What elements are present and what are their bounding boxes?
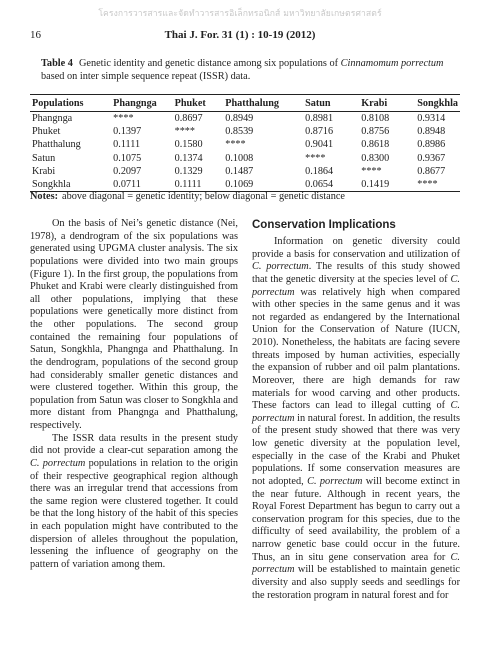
table-cell: 0.8108 [361,113,390,125]
body-text: will become extinct in the near future. Although in recent years, the Royal Forest Department has begun to carry out a conservation program for this species, due to the difficulty of seed availability, the problem of a narrow genetic base could occur in the future. Thus, an in situ gene conservation area for [252,475,460,563]
right-column [252,218,460,602]
species-name: C. porrectum [252,273,460,298]
table-cell: 0.1075 [113,152,142,164]
table-cell: 0.8716 [305,126,334,138]
table-cell: **** [174,126,195,138]
species-name: C. porrectum [30,457,86,469]
body-paragraph: On the basis of Nei’s genetic distance (Nei, 1978), a dendrogram of the six populations was generated using UPGMA cluster analysis. The six populations were divided into two main groups (Figure 1). In the first group, the populations from Phuket and Krabi were clearly distinguished from all other populations, implying that these populations were genetically more distinct from the other populations. The second group contained the remaining four populations of Satun, Songkhla, Phangnga and Phatthalung. In the dendrogram, populations of the second group had considerably smaller genetic distances and were clustered together. Within this group, the population from Satun was closer to Songkhla and more distant from Phangnga and Phatthalung, respectively. [30,218,238,431]
body-text: The ISSR data results in the present study did not provide a clear-cut separation among the [30,432,238,457]
column-header: Phatthalung [221,95,293,112]
body-text: was relatively high when compared with other species in the same genus and it was not regarded as endangered by the International Union for the Conservation of Nature (IUCN, 2010). Nonetheless, the habitats are facing severe threats imposed by human activities, especially the expansion of rubber and oil palm plantations. Moreover, there are high demands for raw materials for wood carving and other products. These factors can lead to illegal cutting of [252,286,460,412]
table-cell: **** [113,113,134,125]
column-header: Satun [293,95,349,112]
table-cell: 0.1008 [225,152,254,164]
table-cell: 0.0711 [103,178,166,192]
table-row [30,165,460,178]
watermark: โครงการวารสารและจัดทำวารสารอิเล็กทรอนิกส์ มหาวิทยาลัยเกษตรศาสตร์ [98,9,382,19]
table-cell: 0.0654 [293,178,349,192]
column-header: Phangnga [103,95,166,112]
row-label: Krabi [32,165,56,177]
table-cell: 0.1397 [113,126,142,138]
table-cell: 0.8948 [417,126,446,138]
table-row [30,138,460,151]
body-text: Information on genetic diversity could provide a basis for conservation and utilization of [252,236,460,260]
table-notes [30,191,345,202]
table-cell: **** [361,165,382,177]
table-cell: 0.8618 [361,139,390,151]
column-header: Krabi [349,95,403,112]
table-cell: **** [305,152,326,164]
body-text: populations in relation to the origin of their respective geographical region although there was an irregular trend that accessions from the same region were clustered together. It could be that the long history of the habit of this species in each population might have contributed to the dispersion of alleles throughout the population, lessening the influence of geography on the pattern of variation among them. [30,457,239,570]
body-text: . The results of this study showed that the genetic diversity at the species level of [252,261,461,285]
section-heading: Conservation Implications [252,219,396,231]
caption-species: Cinnamomum porrectum [340,58,444,69]
table-cell: 0.1864 [305,165,334,177]
species-name: C. porrectum [252,551,460,576]
table-cell: 0.1329 [174,165,203,177]
table-row [30,125,460,138]
table-caption [41,58,451,83]
table-cell: 0.1419 [349,178,403,192]
table-label: Table 4 [41,58,73,69]
species-name: C. porrectum [252,261,309,273]
table-header-row [30,95,460,112]
table-row [30,152,460,165]
table-cell: 0.8949 [225,113,254,125]
table-cell: 0.2097 [113,165,142,177]
column-header: Phuket [167,95,222,112]
table-cell: 0.9041 [305,139,334,151]
table-cell: 0.8981 [305,113,334,125]
table-row [30,112,460,126]
table-cell: 0.8300 [361,152,390,164]
column-header: Populations [30,95,103,112]
notes-label: Notes: [30,191,59,202]
body-text: in natural forest. In addition, the results of the present study showed that there was very low genetic diversity at the population level, especially in the case of the Krabi and Phuket populations. If some conservation measures are not adopted, [252,412,460,487]
left-column [30,218,238,572]
row-label: Phatthalung [32,139,81,151]
row-label: Phangnga [32,113,73,125]
column-header: Songkhla [403,95,460,112]
table-cell: 0.9314 [417,113,446,125]
row-label: Songkhla [30,178,103,192]
table-row [30,178,460,192]
caption-text-end: based on inter simple sequence repeat (ISSR) data. [41,70,251,82]
row-label: Satun [32,152,56,164]
table-cell: 0.8756 [361,126,390,138]
table-cell: 0.1069 [221,178,293,192]
table-cell: 0.8539 [225,126,254,138]
table-cell: 0.1580 [174,139,203,151]
table-cell: 0.1487 [225,165,254,177]
table-cell: 0.1111 [113,139,141,151]
notes-text: above diagonal = genetic identity; below diagonal = genetic distance [62,191,345,202]
species-name: C. porrectum [252,400,460,424]
table-cell: 0.8677 [417,165,446,177]
running-header: Thai J. For. 31 (1) : 10-19 (2012) [164,29,316,41]
genetic-distance-table [30,94,460,192]
species-name: C. porrectum [307,475,363,487]
page-number: 16 [30,29,41,41]
table-cell: 0.9367 [417,152,446,164]
table-cell: 0.8697 [174,113,203,125]
caption-text: Genetic identity and genetic distance among six populations of [78,58,341,69]
body-text: will be established to maintain genetic diversity and also supply seeds and seedlings for the restoration program in natural forest and for [252,564,460,601]
table-cell: **** [225,139,246,151]
table-cell: 0.1374 [174,152,203,164]
row-label: Phuket [32,126,61,138]
body-paragraph [252,236,460,602]
table-cell: **** [403,178,460,192]
table-cell: 0.1111 [167,178,222,192]
body-paragraph [30,433,238,572]
table-cell: 0.8986 [417,139,446,151]
